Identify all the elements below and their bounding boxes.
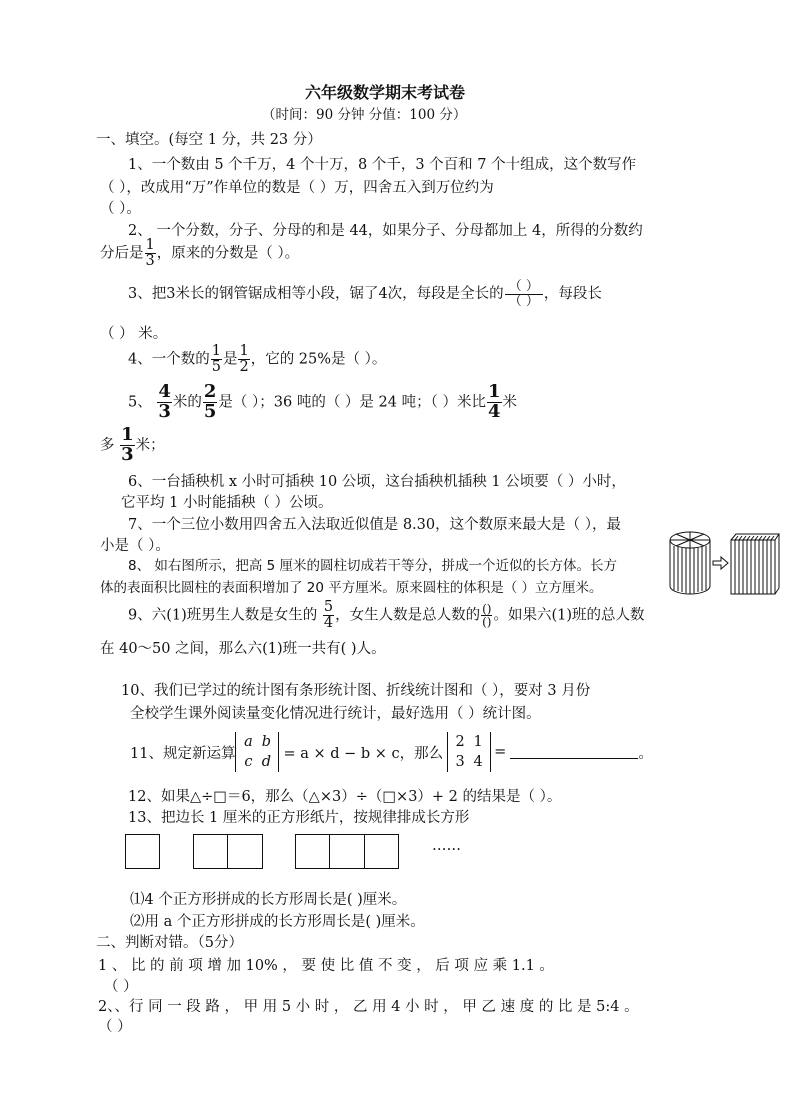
q2-line2 (100, 238, 299, 269)
q3-line1 (128, 280, 602, 308)
s2-q2-line2: （ ） (98, 1019, 132, 1035)
q4-fraction-2: $\frac{1}{2}$ (239, 343, 249, 376)
q1-line1: 1、一个数由 5 个千万，4 个十万，8 个千，3 个百和 7 个十组成，这个数写作 (128, 157, 637, 173)
q3-fraction: （ ） （ ） (505, 280, 543, 308)
page-title: 六年级数学期末考试卷 (305, 83, 466, 102)
s2-q2-line1: 2、、行 同 一 段 路 ， 甲 用 5 小 时 ， 乙 用 4 小 时 ， 甲 乙 速 度 的 比 是 5:4 。 (98, 999, 639, 1015)
square-group-3-square (364, 834, 399, 869)
q8-line1: 8、 如右图所示，把高 5 厘米的圆柱切成若干等分，拼成一个近似的长方体。长方 (128, 558, 618, 574)
q6-line1: 6、一台插秧机 x 小时可插秧 10 公顷，这台插秧机插秧 1 公顷要（ ）小时， (128, 474, 626, 490)
q1-line2: （ ），改成用“万”作单位的数是（ ）万，四舍五入到万位约为 (100, 180, 494, 196)
q5-fraction-4: $\frac{1}{3}$ (121, 424, 134, 465)
q5-fraction-1: $\frac{4}{3}$ (158, 381, 171, 422)
ellipsis: …… (432, 838, 461, 854)
q5-fraction-2: $\frac{2}{5}$ (203, 381, 217, 422)
q11-line: 11、规定新运算 a b c d = a × d − b × c，那么 2 1 3 4 = 。 (130, 734, 653, 770)
q6-line2: 它平均 1 小时能插秧（ ）公顷。 (121, 495, 333, 511)
square-group-3-square (329, 834, 365, 869)
section-2-heading: 二、判断对错。（5分） (96, 935, 243, 951)
q2-pre: 分后是 (100, 245, 144, 262)
q12-line: 12、如果△÷□＝6，那么（△×3）÷（□×3）+ 2 的结果是（ ）。 (128, 789, 562, 805)
q2-line1: 2、 一个分数，分子、分母的和是 44，如果分子、分母都加上 4，所得的分数约 (128, 223, 643, 239)
cuboid-icon (731, 534, 779, 594)
q4-fraction-1: $\frac{1}{5}$ (211, 343, 221, 376)
q9-fraction-2: () () (482, 601, 492, 630)
q13-sub2: ⑵用 a 个正方形拼成的长方形周长是( )厘米。 (130, 914, 425, 930)
q7-line1: 7、一个三位小数用四舍五入法取近似值是 8.30，这个数原来最大是（ ），最 (128, 517, 621, 533)
q3-line2: （ ） 米。 (100, 326, 168, 342)
q3-post: ，每段长 (543, 286, 602, 303)
q13-sub1: ⑴4 个正方形拼成的长方形周长是( )厘米。 (130, 892, 407, 908)
q9-line2: 在 40～50 之间，那么六(1)班一共有( )人。 (100, 641, 386, 657)
q13-line: 13、把边长 1 厘米的正方形纸片，按规律排成长方形 (128, 810, 470, 826)
q11-matrix-2: 2 1 3 4 (447, 732, 491, 772)
q5-line2: 多 $\frac{1}{3}$ 米； (100, 424, 165, 465)
q9-fraction-1: $\frac{5}{4}$ (323, 599, 334, 632)
q4-line: 4、一个数的 $\frac{1}{5}$ 是 $\frac{1}{2}$ ，它的 25%是（ ）。 (128, 343, 387, 376)
q1-line3: （ ）。 (100, 201, 141, 217)
q3-pre: 3、把3米长的钢管锯成相等小段，锯了4次，每段是全长的 (128, 286, 504, 303)
q5-fraction-3: $\frac{1}{4}$ (487, 381, 501, 422)
arrow-right-icon (713, 557, 728, 569)
exam-info: （时间：90 分钟 分值：100 分） (262, 107, 467, 123)
q8-line2: 体的表面积比圆柱的表面积增加了 20 平方厘米。原来圆柱的体积是（ ）立方厘米。 (100, 580, 603, 596)
square-group-1-square (125, 834, 160, 869)
q7-line2: 小是（ ）。 (100, 538, 170, 554)
square-group-3-square (295, 834, 330, 869)
s2-q1-line1: 1 、 比 的 前 项 增 加 10% ， 要 使 比 值 不 变 ， 后 项 应 乘 1.1 。 (98, 958, 554, 974)
q10-line1: 10、我们已学过的统计图有条形统计图、折线统计图和（ ），要对 3 月份 (121, 683, 591, 699)
section-1-heading: 一、填空。(每空 1 分，共 23 分） (96, 132, 322, 148)
q11-matrix-1: a b c d (235, 732, 279, 772)
q5-line1: 5、 $\frac{4}{3}$ 米的 $\frac{2}{5}$ 是（ ）；36 吨的（ ）是 24 吨；（ ）米比 $\frac{1}{4}$ 米 (128, 381, 517, 422)
q2-post: ，原来的分数是（ ）。 (156, 245, 300, 262)
cylinder-to-cuboid-figure (668, 528, 780, 598)
q9-line1: 9、六(1)班男生人数是女生的 $\frac{5}{4}$ ，女生人数是总人数的 () () 。如果六(1)班的总人数 (128, 599, 645, 632)
q2-fraction: $\frac{1}{3}$ (145, 237, 155, 270)
square-group-2-square (193, 834, 228, 869)
s2-q1-line2: （ ） (104, 979, 138, 995)
square-group-2-square (227, 834, 263, 869)
q11-answer-blank[interactable] (510, 746, 638, 759)
cylinder-icon (670, 532, 710, 594)
q10-line2: 全校学生课外阅读量变化情况进行统计，最好选用（ ）统计图。 (130, 706, 541, 722)
